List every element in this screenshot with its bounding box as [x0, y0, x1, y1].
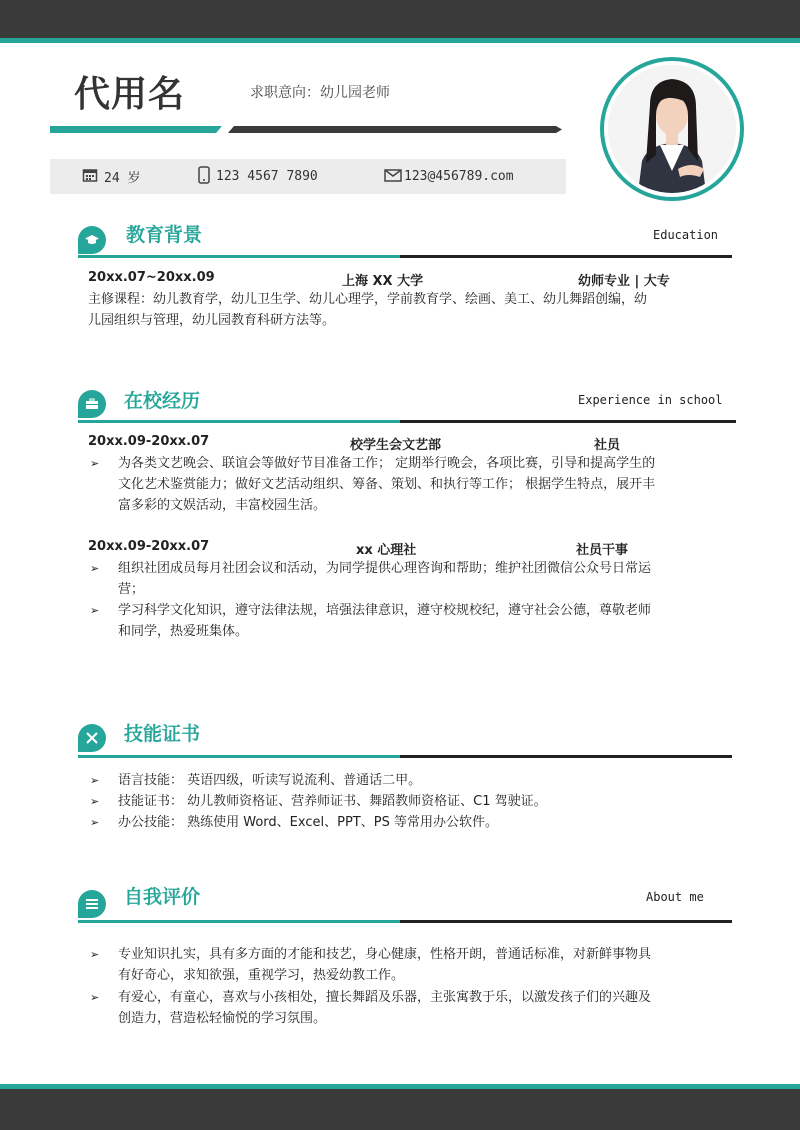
- list-item: ➢ 技能证书： 幼儿教师资格证、营养师证书、舞蹈教师资格证、C1 驾驶证。: [118, 791, 547, 812]
- list-item-cont: 创造力，营造松轻愉悦的学习氛围。: [118, 1011, 327, 1026]
- list-item: ➢ 办公技能： 熟练使用 Word、Excel、PPT、PS 等常用办公软件。: [118, 812, 498, 833]
- exp1-period: 20xx.09-20xx.07: [88, 434, 210, 449]
- list-item: ➢ 为各类文艺晚会、联谊会等做好节目准备工作； 定期举行晚会，各项比赛，引导和提高学生的: [118, 453, 655, 474]
- arrow-bullet-icon: ➢: [90, 774, 100, 787]
- list-item-cont: 和同学，热爱班集体。: [118, 624, 249, 639]
- edu-course-line: 儿园组织与管理，幼儿园教育科研方法等。: [88, 313, 336, 328]
- list-item: ➢ 有爱心，有童心，喜欢与小孩相处，擅长舞蹈及乐器，主张寓教于乐，以激发孩子们的兴趣及: [118, 987, 651, 1008]
- exp2-role: 社员干事: [576, 543, 629, 558]
- section-title-en-education: Education: [653, 228, 719, 242]
- list-item-cont: 有好奇心，求知欲强，重视学习，热爱幼教工作。: [118, 968, 405, 983]
- exp2-org: xx 心理社: [356, 543, 417, 558]
- list-item-cont: 富多彩的文娱活动，丰富校园生活。: [118, 498, 327, 513]
- list-item: ➢ 组织社团成员每月社团会议和活动，为同学提供心理咨询和帮助；维护社团微信公众号日常运: [118, 558, 651, 579]
- exp2-period: 20xx.09-20xx.07: [88, 539, 210, 554]
- section-rule-dark: [400, 255, 732, 258]
- contact-info-bar: [50, 159, 566, 194]
- job-intent: 求职意向：幼儿园老师: [250, 85, 390, 101]
- age-item: [82, 159, 140, 194]
- phone-text: 123 4567 7890: [216, 169, 318, 184]
- arrow-bullet-icon: ➢: [90, 795, 100, 808]
- list-item: ➢ 专业知识扎实，具有多方面的才能和技艺，身心健康，性格开朗，普通话标准，对新鲜事物具: [118, 944, 651, 965]
- edu-major: 幼师专业 | 大专: [578, 274, 670, 289]
- section-title-skills: 技能证书: [124, 723, 201, 745]
- section-title-en-self: About me: [646, 890, 704, 904]
- email-item: [384, 159, 514, 194]
- arrow-bullet-icon: ➢: [90, 991, 100, 1004]
- edu-school: 上海 XX 大学: [342, 274, 424, 289]
- section-title-education: 教育背景: [126, 224, 203, 246]
- bottom-bar: [0, 1089, 800, 1130]
- list-item: ➢ 学习科学文化知识，遵守法律法规，培强法律意识，遵守校规校纪，遵守社会公德，尊敬老师: [118, 600, 651, 621]
- header-teal-bar: [50, 126, 222, 133]
- arrow-bullet-icon: ➢: [90, 948, 100, 961]
- exp1-org: 校学生会文艺部: [350, 438, 442, 453]
- top-bar: [0, 0, 800, 38]
- calendar-icon: [82, 167, 104, 187]
- profile-photo: [608, 65, 736, 193]
- edu-course-line: 主修课程：幼儿教育学，幼儿卫生学、幼儿心理学，学前教育学、绘画、美工、幼儿舞蹈创编，幼: [88, 292, 648, 307]
- section-rule-teal: [78, 755, 400, 758]
- tools-icon: [78, 724, 106, 752]
- top-accent-line: [0, 38, 800, 43]
- list-item-cont: 文化艺术鉴赏能力；做好文艺活动组织、筹备、策划、和执行等工作； 根据学生特点，展开丰: [118, 477, 656, 492]
- section-title-self: 自我评价: [124, 886, 201, 908]
- section-rule-teal: [78, 255, 400, 258]
- email-text: 123@456789.com: [404, 169, 514, 184]
- section-rule-dark: [400, 920, 732, 923]
- phone-item: [198, 159, 318, 194]
- section-rule-teal: [78, 420, 400, 423]
- list-item: ➢ 语言技能： 英语四级，听读写说流利、普通话二甲。: [118, 770, 421, 791]
- section-rule-teal: [78, 920, 400, 923]
- phone-icon: [198, 166, 216, 188]
- list-icon: [78, 890, 106, 918]
- edu-period: 20xx.07~20xx.09: [88, 270, 215, 285]
- list-item-cont: 营；: [118, 582, 145, 597]
- candidate-name: 代用名: [74, 74, 186, 115]
- arrow-bullet-icon: ➢: [90, 562, 100, 575]
- briefcase-icon: [78, 390, 106, 418]
- section-rule-dark: [400, 755, 732, 758]
- section-title-experience: 在校经历: [124, 390, 201, 412]
- graduation-cap-icon: [78, 226, 106, 254]
- section-rule-dark: [400, 420, 736, 423]
- section-title-en-experience: Experience in school: [578, 393, 723, 407]
- header-dark-bar: [228, 126, 562, 133]
- arrow-bullet-icon: ➢: [90, 604, 100, 617]
- arrow-bullet-icon: ➢: [90, 457, 100, 470]
- age-text: 24 岁: [104, 171, 141, 186]
- exp1-role: 社员: [594, 438, 621, 453]
- arrow-bullet-icon: ➢: [90, 816, 100, 829]
